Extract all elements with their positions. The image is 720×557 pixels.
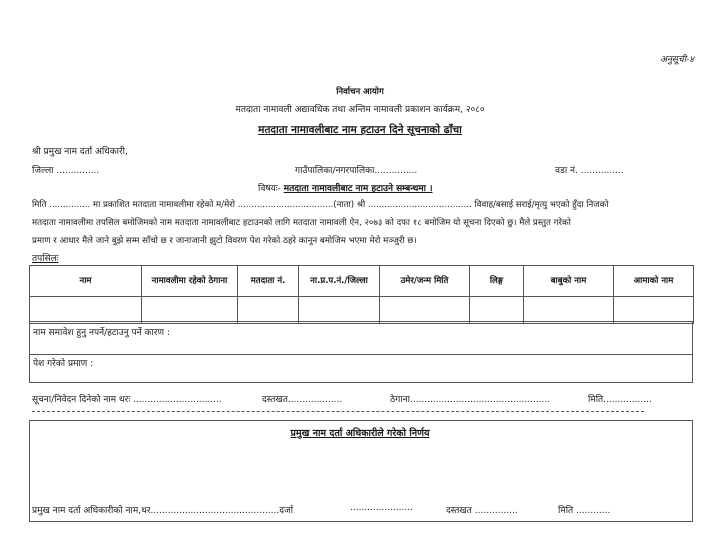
- recipient-line: श्री प्रमुख नाम दर्ता अधिकारी,: [32, 147, 128, 157]
- annex-label: अनुसूची-४: [660, 55, 694, 65]
- ward-field: वडा नं. ...............: [555, 166, 624, 176]
- decision-title: प्रमुख नाम दर्ता अधिकारीले गरेको निर्णय: [290, 428, 430, 439]
- header-address: नामावलीमा रहेको ठेगाना: [142, 266, 238, 297]
- header-father-name: बाबुको नाम: [524, 266, 614, 297]
- intro-line-2: मतदाता नामावलीमा तपसिल बमोजिमको नाम मतदाता नामावलीबाट हटाउनको लागि मतदाता नामावली ऐन, २०७३ को दफा १८ बमोजिम यो सूचना दिएको छु। मैले प्रस्तुत गरेको: [32, 218, 571, 228]
- district-field: जिल्ला ...............: [32, 166, 100, 176]
- table-header-row: [30, 266, 694, 297]
- details-table: [29, 265, 694, 324]
- header-gender: लिङ्ग: [470, 266, 524, 297]
- form-title: मतदाता नामावलीबाट नाम हटाउन दिने सूचनाको ढाँचा: [258, 124, 462, 136]
- intro-line-1: मिति ............... मा प्रकाशित मतदाता नामावलीमा रहेको म/मेरो ...................................(नाता) श्री ...................................... विवाह/बसाई सराई/मृत्यु भएको हुँदा निजको: [32, 200, 609, 210]
- cell-citizenship-district[interactable]: [299, 297, 380, 324]
- reason-label[interactable]: नाम समावेश हुनु नपर्ने/हटाउनु पर्ने कारण :: [33, 328, 170, 338]
- applicant-name-field[interactable]: सूचना/निवेदन दिनेको नाम थरः ...............................: [32, 395, 222, 405]
- details-label: तपसिलः: [32, 254, 59, 264]
- cell-father-name[interactable]: [524, 297, 614, 324]
- intro-line-3: प्रमाण र आधार मैले जाने बुझे सम्म साँचो छ र जानाजानी झुटो विवरण पेश गरेको ठहरे कानून बमोजिम भएमा मेरो मञ्जुरी छ।: [32, 236, 417, 246]
- table-row: [30, 297, 694, 324]
- officer-rank-field[interactable]: ......................: [350, 503, 413, 513]
- officer-date-field[interactable]: मिति ............: [558, 506, 611, 516]
- cell-mother-name[interactable]: [614, 297, 694, 324]
- cell-gender[interactable]: [470, 297, 524, 324]
- cell-name[interactable]: [30, 297, 142, 324]
- cell-address[interactable]: [142, 297, 238, 324]
- commission-name: निर्वाचन आयोग: [336, 87, 384, 97]
- officer-name-field[interactable]: प्रमुख नाम दर्ता अधिकारीको नाम,थर.............................................दर्जा: [32, 506, 294, 516]
- program-title: मतदाता नामावली अद्यावधिक तथा अन्तिम नामावली प्रकाशन कार्यक्रम, २०८०: [235, 105, 485, 115]
- applicant-signature-field[interactable]: दस्तखत...................: [262, 395, 343, 405]
- applicant-date-field[interactable]: मिति.................: [588, 395, 652, 405]
- municipality-field: गाउँपालिका/नगरपालिका...............: [295, 166, 418, 176]
- header-citizenship-district: ना.प्र.प.नं./जिल्ला: [299, 266, 380, 297]
- dashed-separator: [32, 411, 644, 412]
- cell-voter-number[interactable]: [238, 297, 299, 324]
- header-mother-name: आमाको नाम: [614, 266, 694, 297]
- evidence-label[interactable]: पेश गरेको प्रमाण :: [33, 359, 94, 369]
- header-voter-number: मतदाता नं.: [238, 266, 299, 297]
- header-name: नाम: [30, 266, 142, 297]
- subject-line: [258, 181, 433, 194]
- intro-paragraph: [32, 196, 695, 250]
- applicant-address-field[interactable]: ठेगाना.................................................: [390, 395, 551, 405]
- subject-label: विषयः-: [258, 184, 281, 194]
- box-divider: [30, 354, 692, 355]
- header-age-dob: उमेर/जन्म मिति: [380, 266, 470, 297]
- officer-signature-field[interactable]: दस्तखत ...............: [446, 506, 518, 516]
- subject-text: मतदाता नामावलीबाट नाम हटाउने सम्बन्धमा ।: [283, 184, 433, 194]
- cell-age-dob[interactable]: [380, 297, 470, 324]
